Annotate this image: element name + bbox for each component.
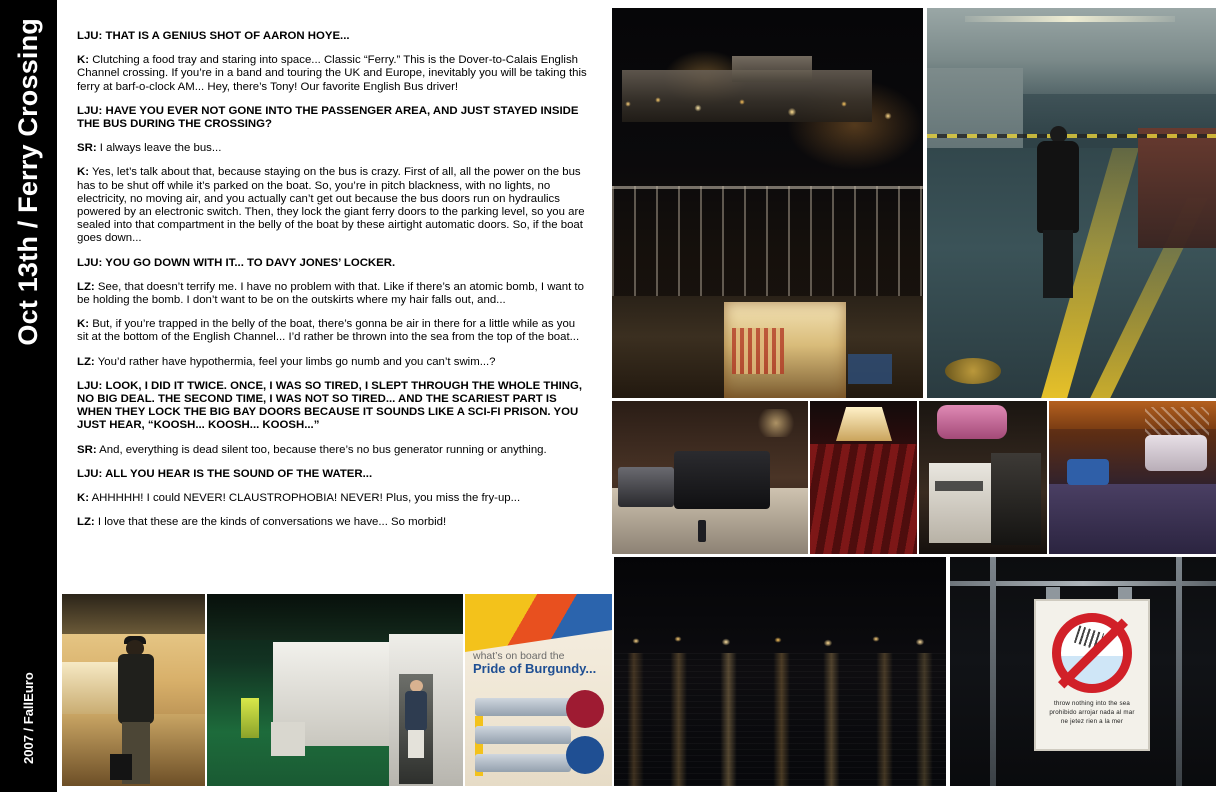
person-legs: [408, 730, 424, 758]
speaker-text: ALL YOU HEAR IS THE SOUND OF THE WATER...: [105, 467, 373, 480]
water-reflections: [614, 653, 946, 786]
speaker-text: YOU GO DOWN WITH IT... TO DAVY JONES’ LOCKER.: [105, 256, 396, 269]
speaker-label: SR:: [77, 443, 97, 456]
sign-text-es: prohibido arrojar nada al mar: [1049, 709, 1135, 716]
transcript-line: [77, 257, 588, 270]
transcript-column: [65, 8, 610, 591]
speaker-label: K:: [77, 318, 90, 331]
speaker-text: AHHHHH! I could NEVER! CLAUSTROPHOBIA! NEVER! Plus, you miss the fry-up...: [91, 492, 521, 505]
speaker-text: HAVE YOU EVER NOT GONE INTO THE PASSENGER AREA, AND JUST STAYED INSIDE THE BUS DURING THE CROSSING?: [77, 104, 579, 131]
photo-onboard-poster: [465, 594, 612, 786]
truck-cab: [271, 722, 305, 756]
transcript-line: [77, 516, 588, 529]
pillow: [1145, 435, 1207, 471]
photo-man-at-cafeteria-counter: [62, 594, 205, 786]
transcript-line: [77, 30, 588, 43]
bag-print: [935, 481, 983, 491]
speaker-label: LJU:: [77, 104, 103, 117]
spine-subtitle: [0, 0, 57, 792]
poster-badge-red: [566, 690, 604, 728]
person-walking: [1031, 126, 1085, 298]
photo-no-dumping-sign: [950, 557, 1216, 786]
sign-text: [1040, 699, 1144, 726]
photo-vehicle-deck-man-walking: [927, 8, 1216, 398]
sign-text-en: throw nothing into the sea: [1053, 700, 1131, 707]
harbor-lights: [612, 94, 923, 146]
speaker-label: LJU:: [77, 30, 103, 42]
ceiling-lamp: [965, 16, 1175, 22]
transcript-line: [77, 380, 588, 433]
suitcase: [674, 451, 770, 509]
transcript-line: [77, 492, 588, 505]
photo-truck-and-bus-on-car-deck: [207, 594, 463, 786]
speaker-text: I love that these are the kinds of conversations we have... So morbid!: [97, 516, 447, 529]
box-truck: [273, 642, 391, 746]
railing-post: [1176, 557, 1182, 786]
transcript-line: [77, 142, 588, 155]
doorway-grate: [732, 328, 784, 374]
speaker-text: But, if you’re trapped in the belly of the boat, there’s gonna be air in there for a little while as you sit at the bottom of the English Channel... I’d rather be thrown into the sea from the top of the boat...: [77, 318, 580, 344]
poster-badge-blue: [566, 736, 604, 774]
photo-night-water-reflections: [614, 557, 946, 786]
transcript-line: [77, 468, 588, 481]
transcript-line: [77, 318, 588, 344]
ship-superstructure: [732, 56, 812, 82]
speaker-label: LJU:: [77, 467, 103, 480]
shore-lights: [614, 633, 946, 649]
transcript-line: [77, 356, 588, 369]
dark-bag: [991, 453, 1041, 545]
prohibition-slash: [1052, 613, 1132, 693]
speaker-label: K:: [77, 492, 90, 505]
photo-bags-in-cabin: [919, 401, 1047, 554]
speaker-label: LZ:: [77, 280, 95, 293]
bottle: [698, 520, 706, 542]
speaker-text: Clutching a food tray and staring into space... Classic “Ferry.” This is the Dover-to-Calais English Channel crossing. If you’re in a band and touring the UK and Europe, inevitably you will be taking this ferry at barf-o-clock AM... Hey, there’s Tony! Our favorite English Bus driver!: [77, 54, 587, 93]
lamp-glow: [754, 409, 798, 437]
bag: [618, 467, 674, 507]
no-dumping-sign: [1034, 599, 1150, 751]
poster-line-1: what’s on board the: [473, 650, 565, 662]
speaker-label: K:: [77, 166, 90, 179]
poster-deck-plan-3: [475, 754, 571, 772]
floor-marking: [945, 358, 1001, 384]
photo-red-curtain-lamp: [810, 401, 917, 554]
crew-hi-vis-vest: [241, 698, 259, 738]
cafeteria-ceiling: [62, 594, 205, 634]
speaker-label: LJU:: [77, 256, 103, 269]
sign-text-fr: ne jetez rien a la mer: [1060, 718, 1124, 725]
person-at-bus-door: [403, 680, 429, 758]
curtain-folds: [810, 444, 917, 554]
speaker-text: Yes, let’s talk about that, because staying on the bus is crazy. First of all, all the power on the bus has to be shut off while it’s parked on the boat. So, you’re in pitch blackness, with no lights, no electricity, no moving air, and you actually can’t get out because the bus doors run on hydraulics powered by an electronic switch. Then, they lock the giant ferry doors to the parking level, so you are sealed into that compartment in the belly of the boat by these airtight automatic doors. So, if the boat goes down...: [77, 166, 585, 245]
bunk-bedding: [1049, 484, 1216, 554]
person-torso: [118, 654, 154, 724]
transcript-line: [77, 105, 588, 131]
transcript-line: [77, 54, 588, 94]
poster-deck-plan-2: [475, 726, 571, 744]
person-legs: [1043, 230, 1073, 298]
speaker-text: THAT IS A GENIUS SHOT OF AARON HOYE...: [105, 30, 350, 42]
lit-doorway: [724, 302, 846, 398]
blue-box: [1067, 459, 1109, 485]
page-spine: [0, 0, 57, 792]
person-torso: [1037, 141, 1079, 233]
carried-bag: [110, 754, 132, 780]
speaker-label: LZ:: [77, 516, 95, 529]
poster-line-2: Pride of Burgundy...: [473, 661, 597, 676]
photo-bunk-with-supplies: [1049, 401, 1216, 554]
parked-vehicle: [1138, 128, 1216, 248]
speaker-label: SR:: [77, 142, 97, 155]
transcript-line: [77, 281, 588, 307]
person-torso: [405, 691, 427, 731]
deck-railing: [612, 186, 923, 302]
poster-deck-plan-1: [475, 698, 571, 716]
white-shopping-bag: [929, 463, 991, 543]
deck-equipment: [848, 354, 892, 384]
speaker-label: LZ:: [77, 355, 95, 368]
transcript-line: [77, 444, 588, 457]
pink-bag: [937, 405, 1007, 439]
speaker-text: I always leave the bus...: [99, 142, 222, 155]
speaker-text: See, that doesn’t terrify me. I have no problem with that. Like if there’s an atomic bomb, I want to be holding the bomb. I don’t want to be on the outskirts where my hair falls out, and...: [77, 280, 584, 307]
transcript-line: [77, 166, 588, 245]
photo-ferry-deck-at-night: [612, 8, 923, 398]
spine-title-text: Oct 13th / Ferry Crossing: [13, 18, 43, 346]
spine-subtitle-text: 2007 / FallEuro: [21, 672, 36, 764]
speaker-text: LOOK, I DID IT TWICE. ONCE, I WAS SO TIRED, I SLEPT THROUGH THE WHOLE THING, NO BIG DEAL. THE SECOND TIME, I WAS NOT SO TIRED... AND THE SCARIEST PART IS WHEN THEY LOCK THE BIG BAY DOORS BECAUSE IT SOUNDS LIKE A SCI-FI PRISON. YOU JUST HEAR, “KOOSH... KOOSH... KOOSH...”: [77, 379, 582, 432]
photo-luggage-on-bunk: [612, 401, 808, 554]
railing-post: [990, 557, 996, 786]
speaker-text: You’d rather have hypothermia, feel your limbs go numb and you can’t swim...?: [97, 355, 496, 368]
speaker-text: And, everything is dead silent too, because there’s no bus generator running or anything.: [99, 443, 547, 456]
speaker-label: LJU:: [77, 379, 103, 392]
speaker-label: K:: [77, 54, 90, 67]
